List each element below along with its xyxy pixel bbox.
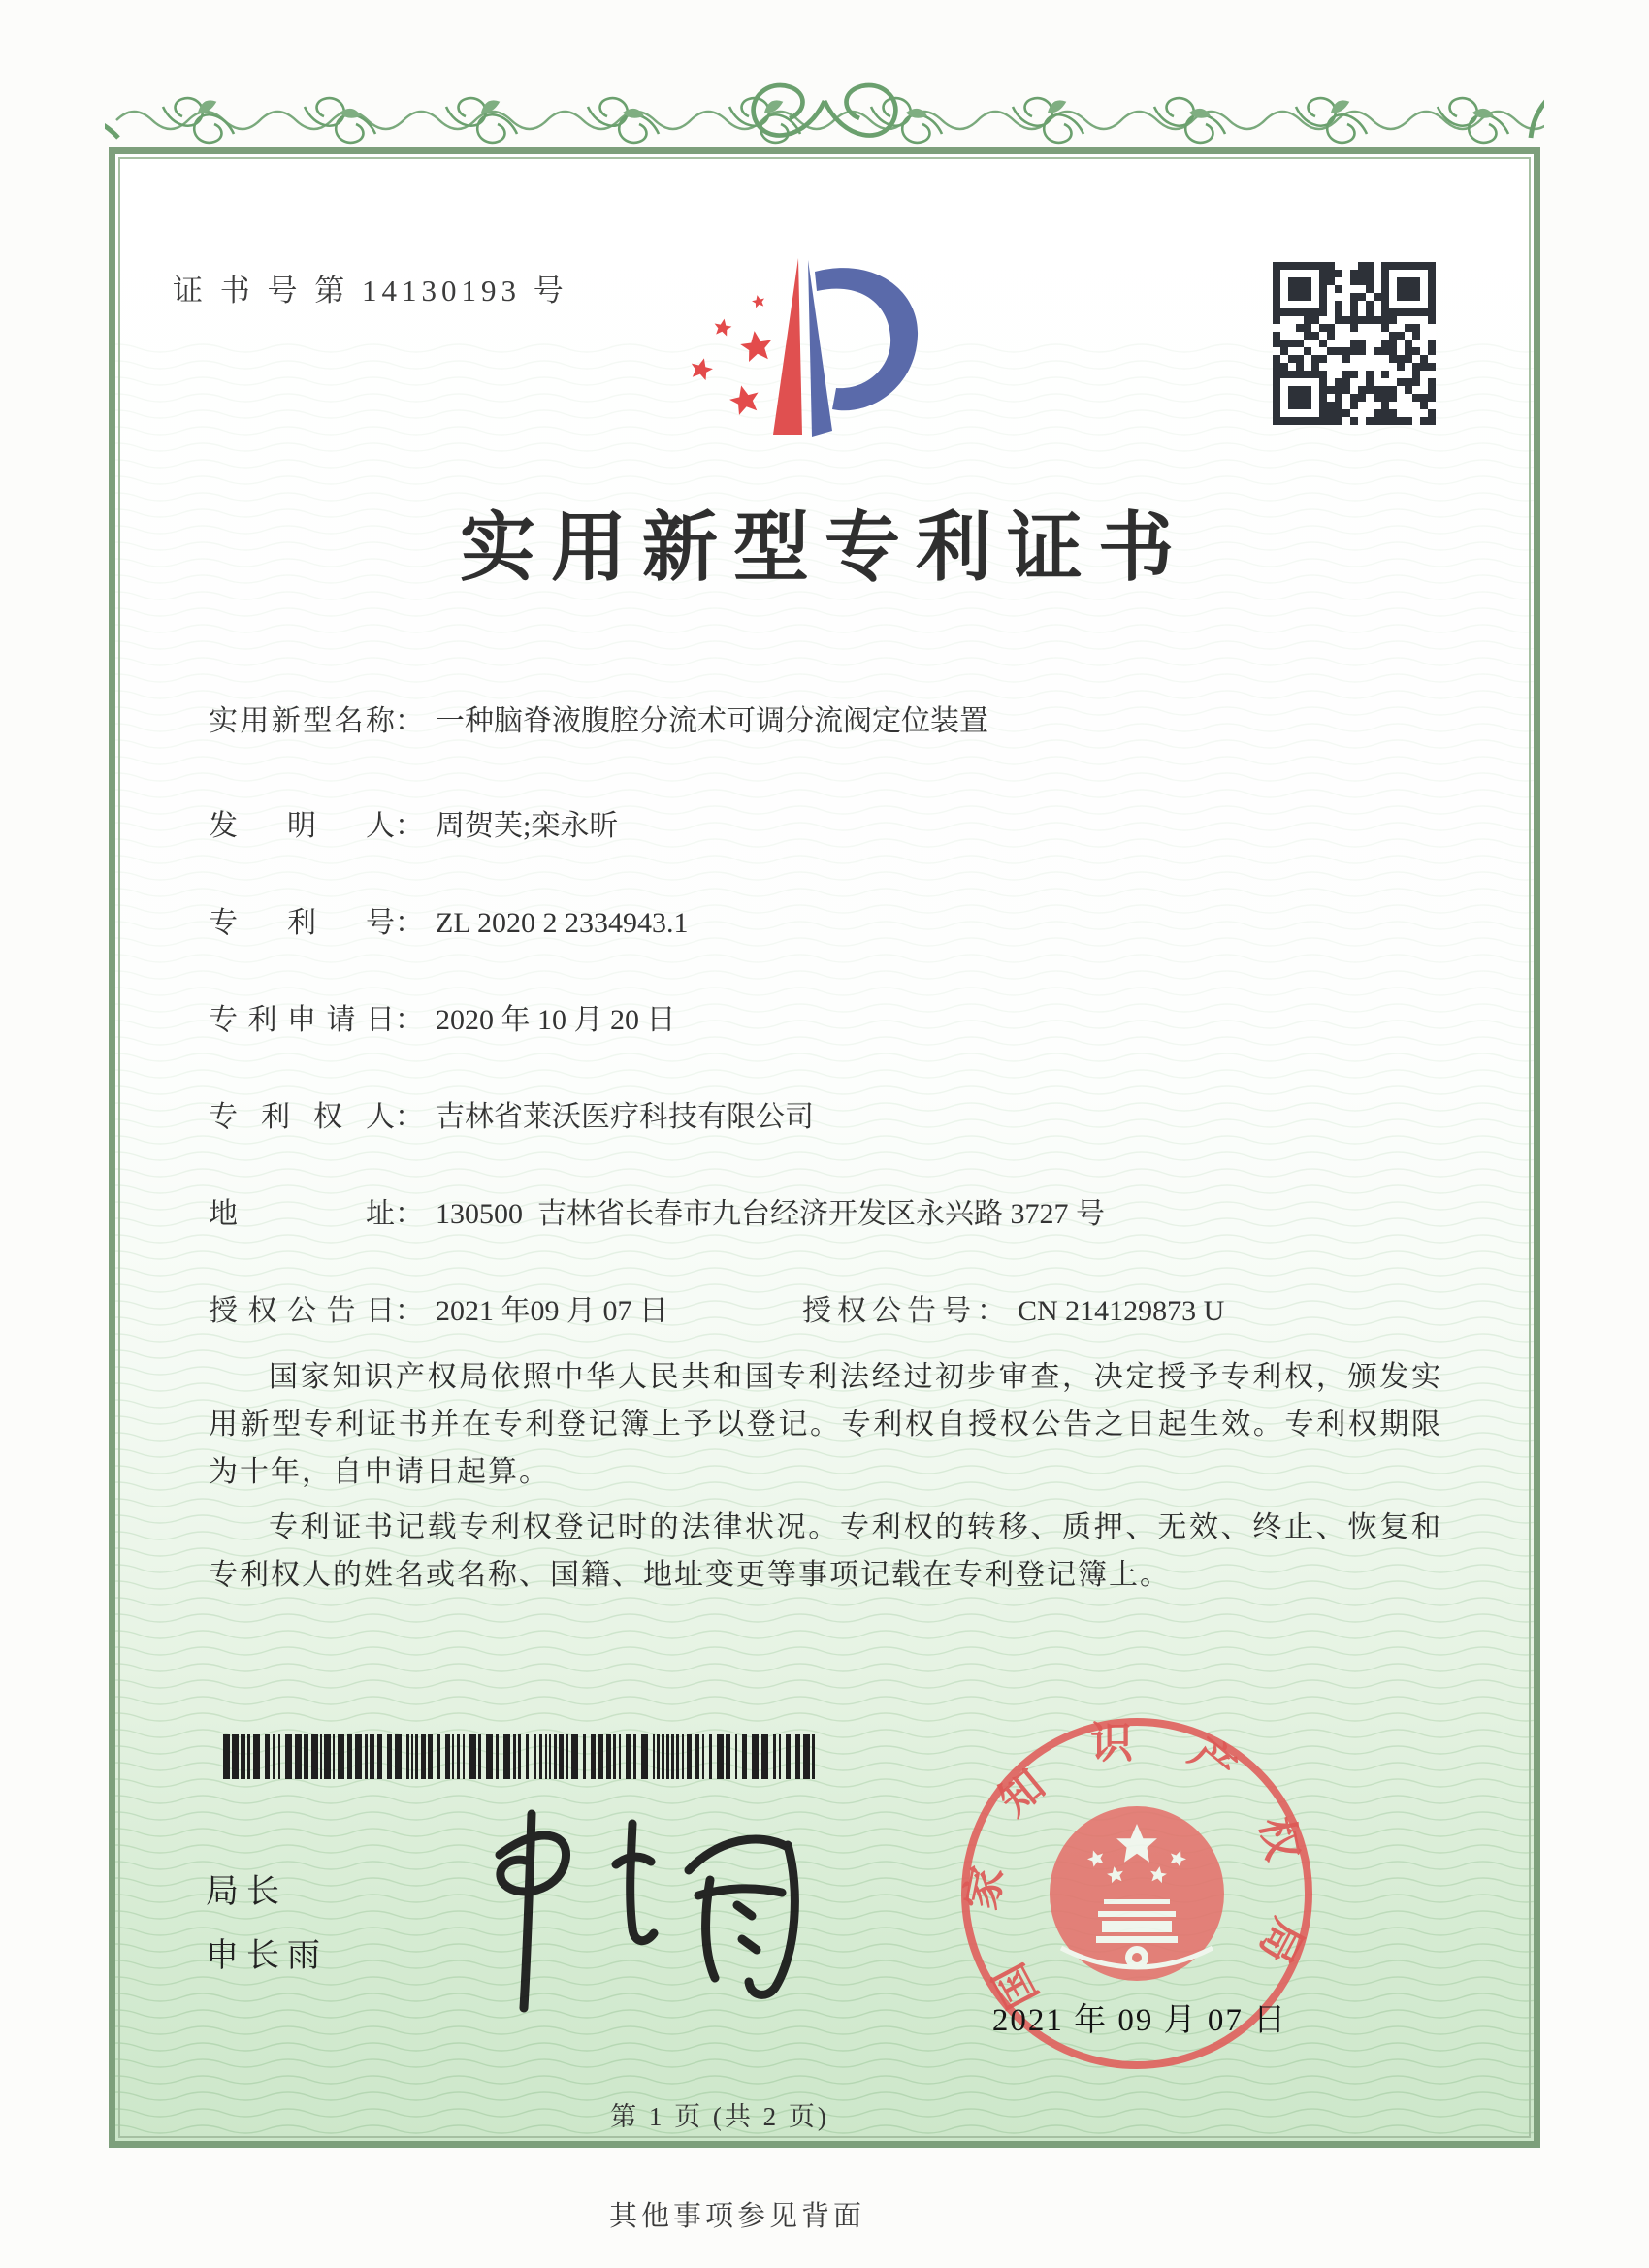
field-value: 2020 年 10 月 20 日 bbox=[436, 1004, 676, 1036]
field-row-filing-date bbox=[209, 999, 1440, 1042]
field-label: 实用新型名称 bbox=[209, 705, 395, 737]
field-colon: ： bbox=[395, 1004, 424, 1036]
field-value: CN 214129873 U bbox=[1018, 1295, 1225, 1327]
field-label: 授权公告号 bbox=[802, 1295, 977, 1327]
field-row-address bbox=[209, 1193, 1440, 1236]
field-value: 周贺芙;栾永昕 bbox=[436, 810, 619, 842]
legal-paragraph-2: 专利证书记载专利权登记时的法律状况。专利权的转移、质押、无效、终止、恢复和专利权人的姓名或名称、国籍、地址变更等事项记载在专利登记簿上。 bbox=[209, 1511, 1442, 1591]
field-colon: ： bbox=[395, 705, 424, 737]
official-seal bbox=[931, 1700, 1342, 2126]
field-value: 130500 吉林省长春市九台经济开发区永兴路 3727 号 bbox=[436, 1198, 1105, 1230]
field-pair-grant-no bbox=[802, 1290, 1224, 1333]
barcode bbox=[223, 1734, 821, 1779]
seal-text: 国家知识产权局 bbox=[957, 1719, 1316, 2016]
field-label: 专利权人 bbox=[209, 1101, 395, 1133]
field-value: ZL 2020 2 2334943.1 bbox=[436, 907, 689, 939]
field-colon: ： bbox=[395, 907, 424, 939]
field-label: 专利申请日 bbox=[209, 1004, 395, 1036]
legal-paragraph-1: 国家知识产权局依照中华人民共和国专利法经过初步审查，决定授予专利权，颁发实用新型专利证书并在专利登记簿上予以登记。专利权自授权公告之日起生效。专利权期限为十年，自申请日起算。 bbox=[209, 1361, 1442, 1488]
field-list bbox=[209, 700, 1440, 1333]
field-row-inventor bbox=[209, 805, 1440, 848]
field-row-grant bbox=[209, 1290, 1440, 1333]
field-label: 专利号 bbox=[209, 907, 395, 939]
national-emblem-icon bbox=[1050, 1806, 1224, 1981]
field-row-patentee bbox=[209, 1096, 1440, 1139]
certificate-number: 证 书 号 第 14130193 号 bbox=[173, 274, 568, 308]
legal-text bbox=[209, 1353, 1442, 1599]
page-number: 第 1 页 (共 2 页) bbox=[610, 2102, 829, 2131]
field-value: 吉林省莱沃医疗科技有限公司 bbox=[436, 1101, 814, 1133]
seal-date: 2021 年 09 月 07 日 bbox=[991, 2003, 1288, 2038]
director-signature bbox=[407, 1797, 834, 2039]
field-colon: ： bbox=[395, 810, 424, 842]
field-label: 发明人 bbox=[209, 810, 395, 842]
field-value: 2021 年09 月 07 日 bbox=[436, 1295, 668, 1327]
field-value: 一种脑脊液腹腔分流术可调分流阀定位装置 bbox=[436, 705, 988, 737]
field-row-name bbox=[209, 700, 1440, 743]
director-name: 申长雨 bbox=[206, 1938, 328, 1974]
logo-red-wedge bbox=[773, 258, 802, 435]
certificate-title: 实用新型专利证书 bbox=[459, 505, 1189, 590]
field-row-patent-no bbox=[209, 902, 1440, 945]
field-colon: ： bbox=[395, 1101, 424, 1133]
qr-code bbox=[1273, 262, 1436, 425]
field-label: 地址 bbox=[209, 1198, 395, 1230]
field-colon: ： bbox=[977, 1295, 1006, 1327]
director-title: 局长 bbox=[206, 1874, 287, 1910]
logo-p-bowl bbox=[815, 268, 918, 410]
back-side-note: 其他事项参见背面 bbox=[608, 2201, 865, 2232]
field-label: 授权公告日 bbox=[209, 1295, 395, 1327]
field-colon: ： bbox=[395, 1198, 424, 1230]
field-colon: ： bbox=[395, 1295, 424, 1327]
cnipa-logo-icon bbox=[669, 241, 931, 459]
